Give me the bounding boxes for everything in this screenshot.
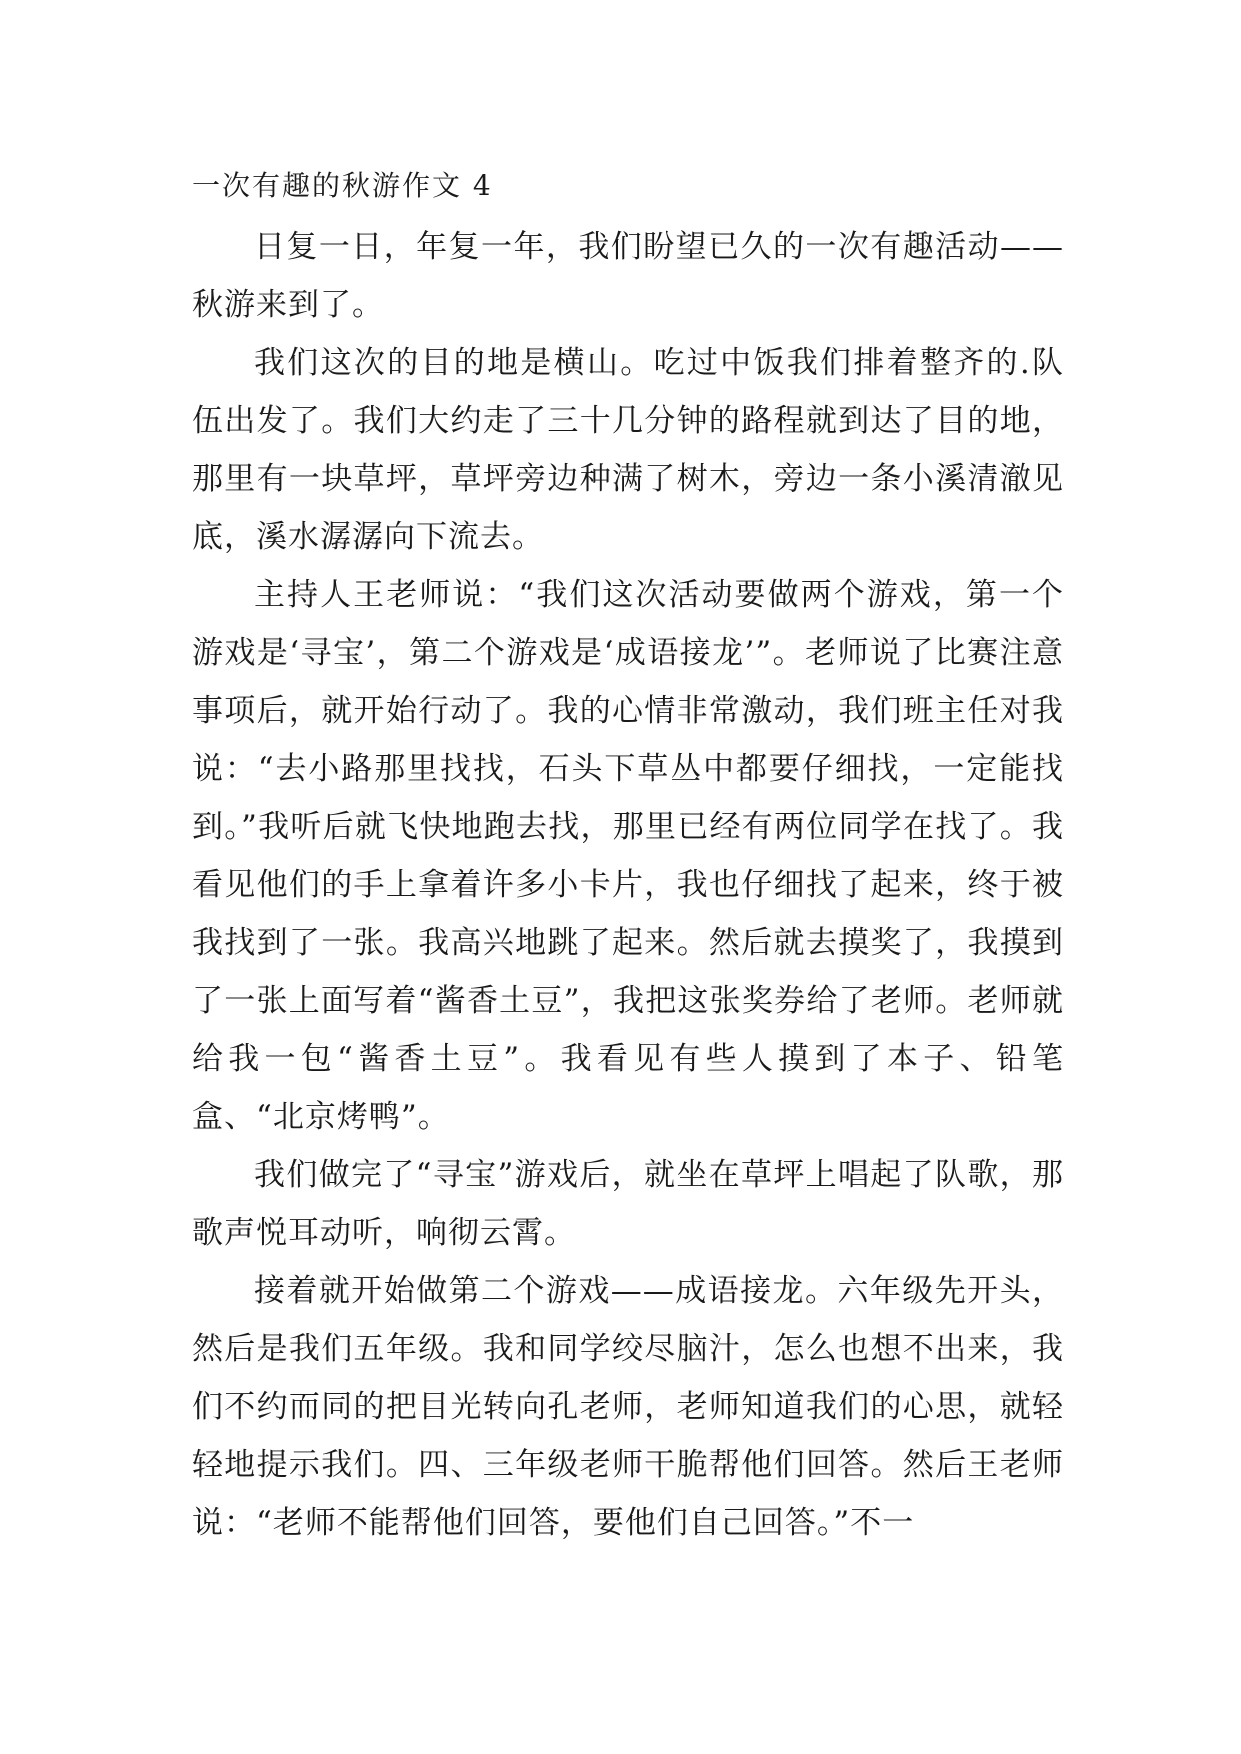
paragraph-5: 接着就开始做第二个游戏——成语接龙。六年级先开头，然后是我们五年级。我和同学绞尽脑汁，怎么也想不出来，我们不约而同的把目光转向孔老师，老师知道我们的心思，就轻轻地提示我们。四、三年级老师干脆帮他们回答。然后王老师说：“老师不能帮他们回答，要他们自己回答。”不一 [192, 1273, 1064, 1541]
paragraph-1: 日复一日，年复一年，我们盼望已久的一次有趣活动——秋游来到了。 [192, 229, 1064, 323]
document-title: 一次有趣的秋游作文 4 [192, 169, 493, 202]
paragraph-2: 我们这次的目的地是横山。吃过中饭我们排着整齐的.队伍出发了。我们大约走了三十几分钟的路程就到达了目的地，那里有一块草坪，草坪旁边种满了树木，旁边一条小溪清澈见底，溪水潺潺向下流去。 [192, 345, 1064, 555]
paragraph-3: 主持人王老师说：“我们这次活动要做两个游戏，第一个游戏是‘寻宝’，第二个游戏是‘成语接龙’”。老师说了比赛注意事项后，就开始行动了。我的心情非常激动，我们班主任对我说：“去小路那里找找，石头下草丛中都要仔细找，一定能找到。”我听后就飞快地跑去找，那里已经有两位同学在找了。我看见他们的手上拿着许多小卡片，我也仔细找了起来，终于被我找到了一张。我高兴地跳了起来。然后就去摸奖了，我摸到了一张上面写着“酱香土豆”，我把这张奖券给了老师。老师就给我一包“酱香土豆”。我看见有些人摸到了本子、铅笔盒、“北京烤鸭”。 [192, 577, 1064, 1135]
document-body [192, 218, 1064, 1552]
paragraph-4: 我们做完了“寻宝”游戏后，就坐在草坪上唱起了队歌，那歌声悦耳动听，响彻云霄。 [192, 1157, 1064, 1251]
